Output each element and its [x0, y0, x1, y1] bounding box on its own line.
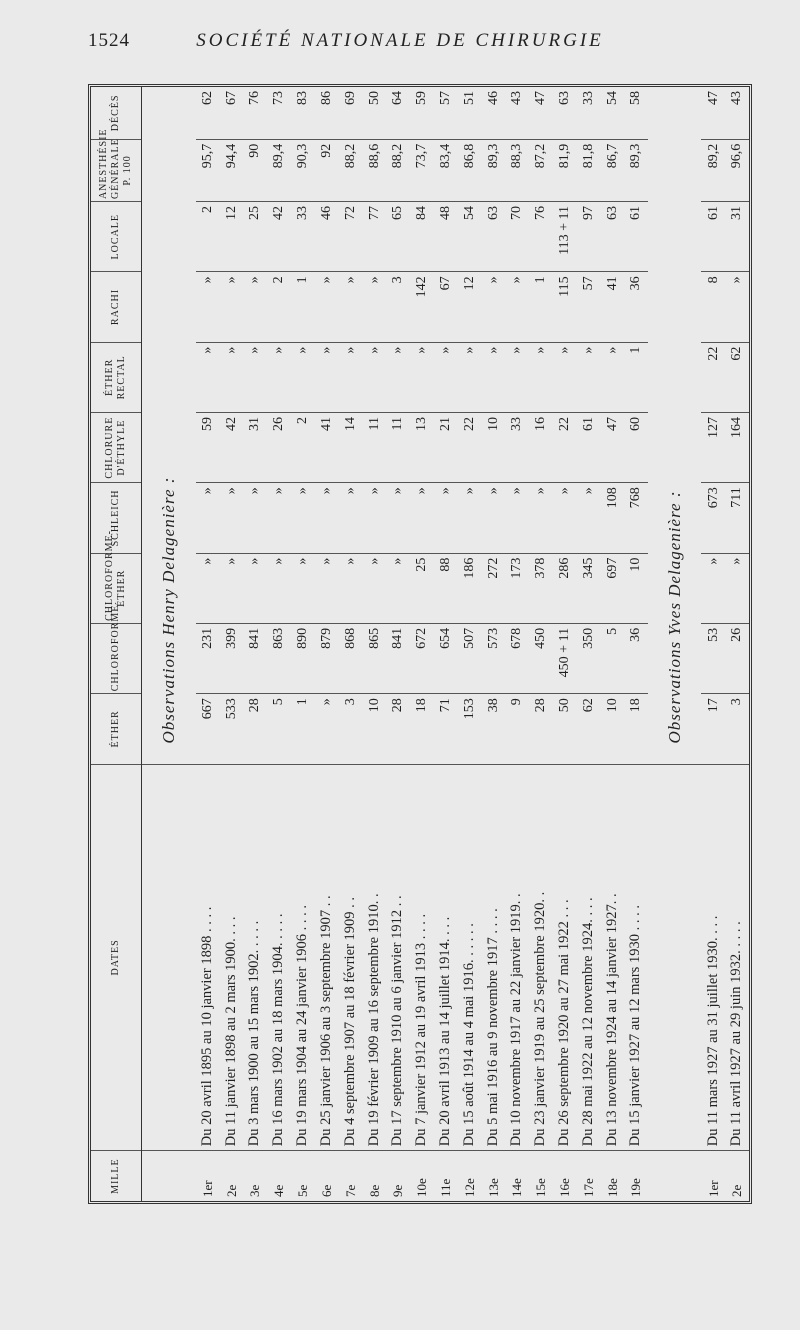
cell-schleich: » [196, 483, 220, 553]
cell-mille: 1er [705, 1180, 721, 1197]
cell-anesthesie-generale: 89,4 [267, 139, 291, 201]
cell-chloroforme-ether: » [196, 553, 220, 623]
cell-deces: 86 [315, 87, 339, 139]
cell-locale: 65 [386, 202, 410, 272]
cell-chlorure-ethyle: 42 [219, 412, 243, 482]
cell-locale: 76 [529, 202, 553, 272]
cell-deces: 47 [701, 87, 725, 139]
cell-rachi: » [196, 272, 220, 342]
cell-chloroforme-ether: » [701, 553, 725, 623]
cell-dates: Du 15 août 1914 au 4 mai 1916. . . . . . [457, 764, 481, 1151]
cell-schleich: 108 [600, 483, 624, 553]
cell-chlorure-ethyle: 11 [362, 412, 386, 482]
cell-anesthesie-generale: 81,8 [577, 139, 601, 201]
cell-chloroforme: 868 [338, 623, 362, 693]
cell-ether: 153 [457, 694, 481, 764]
cell-chloroforme-ether: » [725, 553, 749, 623]
table-row [362, 87, 386, 1201]
cell-ether-rectal: 62 [725, 342, 749, 412]
table-row [701, 87, 725, 1201]
cell-chloroforme: 5 [600, 623, 624, 693]
cell-dates: Du 11 avril 1927 au 29 juin 1932. . . . . [725, 764, 749, 1151]
cell-rachi: 142 [410, 272, 434, 342]
table-row [243, 87, 267, 1201]
cell-locale: 113 + 11 [553, 202, 577, 272]
cell-chloroforme: 573 [481, 623, 505, 693]
cell-ether: 50 [553, 694, 577, 764]
cell-anesthesie-generale: 90 [243, 139, 267, 201]
anesthesia-statistics-table [91, 87, 749, 1201]
cell-chloroforme: 26 [725, 623, 749, 693]
cell-schleich: » [457, 483, 481, 553]
cell-schleich: » [338, 483, 362, 553]
cell-mille: 4e [271, 1184, 287, 1197]
col-header-chloroforme-ether: CHLOROFORME-ÉTHER [91, 553, 142, 623]
cell-chlorure-ethyle: 164 [725, 412, 749, 482]
cell-chloroforme: 399 [219, 623, 243, 693]
cell-dates: Du 26 septembre 1920 au 27 mai 1922 . . . [553, 764, 577, 1151]
cell-chlorure-ethyle: 60 [624, 412, 648, 482]
cell-locale: 2 [196, 202, 220, 272]
col-header-mille: MILLE [91, 1151, 142, 1201]
cell-chlorure-ethyle: 33 [505, 412, 529, 482]
cell-chloroforme-ether: » [267, 553, 291, 623]
cell-chloroforme-ether: » [386, 553, 410, 623]
cell-anesthesie-generale: 90,3 [291, 139, 315, 201]
col-header-anesthesie-generale: ANESTHÉSIE GÉNÉRALE P. 100 [91, 139, 142, 201]
cell-locale: 97 [577, 202, 601, 272]
cell-chlorure-ethyle: 10 [481, 412, 505, 482]
cell-mille: 9e [390, 1184, 406, 1197]
cell-ether: 3 [338, 694, 362, 764]
cell-deces: 67 [219, 87, 243, 139]
cell-anesthesie-generale: 88,6 [362, 139, 386, 201]
cell-ether: 28 [243, 694, 267, 764]
cell-locale: 46 [315, 202, 339, 272]
cell-chloroforme: 450 [529, 623, 553, 693]
cell-rachi: » [481, 272, 505, 342]
cell-chlorure-ethyle: 13 [410, 412, 434, 482]
table-header-row [91, 87, 142, 1201]
table-row [624, 87, 648, 1201]
cell-schleich: » [410, 483, 434, 553]
cell-locale: 63 [481, 202, 505, 272]
cell-mille: 7e [342, 1184, 358, 1197]
cell-mille: 14e [509, 1178, 525, 1197]
cell-dates: Du 19 mars 1904 au 24 janvier 1906 . . . . [291, 764, 315, 1151]
cell-locale: 84 [410, 202, 434, 272]
cell-chloroforme: 654 [434, 623, 458, 693]
cell-ether: 10 [362, 694, 386, 764]
cell-ether: 71 [434, 694, 458, 764]
cell-deces: 63 [553, 87, 577, 139]
cell-ether-rectal: » [267, 342, 291, 412]
cell-anesthesie-generale: 88,3 [505, 139, 529, 201]
cell-chlorure-ethyle: 26 [267, 412, 291, 482]
cell-locale: 77 [362, 202, 386, 272]
cell-ether: 18 [624, 694, 648, 764]
cell-deces: 58 [624, 87, 648, 139]
cell-deces: 54 [600, 87, 624, 139]
cell-schleich: » [243, 483, 267, 553]
cell-chloroforme: 450 + 11 [553, 623, 577, 693]
running-title: SOCIÉTÉ NATIONALE DE CHIRURGIE [196, 30, 604, 51]
cell-chloroforme-ether: 10 [624, 553, 648, 623]
table-row [410, 87, 434, 1201]
cell-locale: 70 [505, 202, 529, 272]
cell-chloroforme-ether: 186 [457, 553, 481, 623]
cell-dates: Du 10 novembre 1917 au 22 janvier 1919. . [505, 764, 529, 1151]
cell-chlorure-ethyle: 31 [243, 412, 267, 482]
cell-rachi: » [243, 272, 267, 342]
cell-locale: 25 [243, 202, 267, 272]
cell-ether-rectal: » [577, 342, 601, 412]
cell-dates: Du 15 janvier 1927 au 12 mars 1930 . . . . [624, 764, 648, 1151]
table-row [315, 87, 339, 1201]
cell-deces: 83 [291, 87, 315, 139]
cell-locale: 61 [701, 202, 725, 272]
table-row [529, 87, 553, 1201]
table-row [457, 87, 481, 1201]
cell-ether-rectal: » [529, 342, 553, 412]
cell-chlorure-ethyle: 47 [600, 412, 624, 482]
cell-ether: 1 [291, 694, 315, 764]
cell-rachi: » [362, 272, 386, 342]
cell-anesthesie-generale: 94,4 [219, 139, 243, 201]
cell-anesthesie-generale: 95,7 [196, 139, 220, 201]
cell-chloroforme-ether: 378 [529, 553, 553, 623]
cell-rachi: 57 [577, 272, 601, 342]
cell-chloroforme-ether: » [338, 553, 362, 623]
cell-schleich: 768 [624, 483, 648, 553]
cell-rachi: 36 [624, 272, 648, 342]
cell-schleich: » [577, 483, 601, 553]
cell-locale: 54 [457, 202, 481, 272]
table-row [725, 87, 749, 1201]
cell-rachi: » [725, 272, 749, 342]
table-row [577, 87, 601, 1201]
cell-dates: Du 17 septembre 1910 au 6 janvier 1912 . . [386, 764, 410, 1151]
cell-deces: 59 [410, 87, 434, 139]
cell-anesthesie-generale: 88,2 [386, 139, 410, 201]
cell-rachi: 41 [600, 272, 624, 342]
section-header-yves [648, 87, 701, 1201]
cell-anesthesie-generale: 88,2 [338, 139, 362, 201]
cell-ether-rectal: » [315, 342, 339, 412]
rotated-table-container [91, 87, 749, 1201]
cell-ether: 28 [529, 694, 553, 764]
cell-deces: 69 [338, 87, 362, 139]
cell-schleich: 711 [725, 483, 749, 553]
cell-locale: 63 [600, 202, 624, 272]
cell-deces: 57 [434, 87, 458, 139]
cell-ether-rectal: » [243, 342, 267, 412]
cell-ether: 62 [577, 694, 601, 764]
table-row [219, 87, 243, 1201]
col-header-schleich: SCHLEICH [91, 483, 142, 553]
cell-dates: Du 7 janvier 1912 au 19 avril 1913 . . . . [410, 764, 434, 1151]
cell-mille: 2e [729, 1184, 745, 1197]
cell-schleich: » [529, 483, 553, 553]
cell-ether-rectal: 22 [701, 342, 725, 412]
cell-chlorure-ethyle: 11 [386, 412, 410, 482]
cell-dates: Du 19 février 1909 au 16 septembre 1910. . [362, 764, 386, 1151]
cell-ether-rectal: » [219, 342, 243, 412]
cell-chloroforme-ether: » [362, 553, 386, 623]
cell-mille: 15e [533, 1178, 549, 1197]
col-header-chloroforme: CHLOROFORME [91, 623, 142, 693]
cell-dates: Du 5 mai 1916 au 9 novembre 1917 . . . . [481, 764, 505, 1151]
cell-mille: 13e [485, 1178, 501, 1197]
table-row [434, 87, 458, 1201]
cell-chloroforme: 350 [577, 623, 601, 693]
cell-schleich: » [434, 483, 458, 553]
cell-chlorure-ethyle: 22 [553, 412, 577, 482]
cell-rachi: » [219, 272, 243, 342]
cell-chloroforme: 672 [410, 623, 434, 693]
cell-dates: Du 13 novembre 1924 au 14 janvier 1927. . [600, 764, 624, 1151]
cell-deces: 51 [457, 87, 481, 139]
cell-ether-rectal: » [410, 342, 434, 412]
cell-anesthesie-generale: 73,7 [410, 139, 434, 201]
table-row [267, 87, 291, 1201]
cell-schleich: » [291, 483, 315, 553]
cell-chloroforme: 865 [362, 623, 386, 693]
cell-ether: 10 [600, 694, 624, 764]
cell-mille: 11e [437, 1178, 453, 1197]
cell-chloroforme-ether: 173 [505, 553, 529, 623]
cell-rachi: » [505, 272, 529, 342]
col-header-chlorure-ethyle: CHLORURE D'ÉTHYLE [91, 412, 142, 482]
cell-locale: 31 [725, 202, 749, 272]
cell-dates: Du 3 mars 1900 au 15 mars 1902. . . . . [243, 764, 267, 1151]
cell-anesthesie-generale: 89,3 [481, 139, 505, 201]
cell-schleich: 673 [701, 483, 725, 553]
cell-chloroforme-ether: » [315, 553, 339, 623]
cell-anesthesie-generale: 81,9 [553, 139, 577, 201]
cell-ether-rectal: » [481, 342, 505, 412]
col-header-locale: LOCALE [91, 202, 142, 272]
cell-ether-rectal: » [600, 342, 624, 412]
cell-rachi: » [315, 272, 339, 342]
page-number: 1524 [88, 30, 130, 51]
section-header-henry [142, 87, 196, 1201]
cell-mille: 2e [223, 1184, 239, 1197]
cell-ether-rectal: » [196, 342, 220, 412]
table-row [481, 87, 505, 1201]
cell-chlorure-ethyle: 14 [338, 412, 362, 482]
cell-chlorure-ethyle: 59 [196, 412, 220, 482]
cell-deces: 43 [505, 87, 529, 139]
col-header-dates: DATES [91, 764, 142, 1151]
cell-chloroforme-ether: 286 [553, 553, 577, 623]
cell-ether-rectal: » [291, 342, 315, 412]
cell-anesthesie-generale: 89,3 [624, 139, 648, 201]
cell-ether: 667 [196, 694, 220, 764]
cell-chloroforme: 890 [291, 623, 315, 693]
cell-deces: 76 [243, 87, 267, 139]
cell-rachi: 67 [434, 272, 458, 342]
cell-schleich: » [386, 483, 410, 553]
cell-rachi: » [338, 272, 362, 342]
cell-mille: 1er [199, 1180, 215, 1197]
cell-chloroforme-ether: » [219, 553, 243, 623]
section-title-yves: Observations Yves Delagenière : [648, 87, 701, 764]
cell-deces: 64 [386, 87, 410, 139]
cell-locale: 42 [267, 202, 291, 272]
cell-ether: 18 [410, 694, 434, 764]
cell-rachi: 1 [529, 272, 553, 342]
cell-deces: 46 [481, 87, 505, 139]
cell-chlorure-ethyle: 2 [291, 412, 315, 482]
cell-rachi: 3 [386, 272, 410, 342]
cell-chloroforme: 231 [196, 623, 220, 693]
cell-dates: Du 20 avril 1913 au 14 juillet 1914. . . . [434, 764, 458, 1151]
section-title-henry: Observations Henry Delagenière : [142, 87, 196, 764]
cell-locale: 72 [338, 202, 362, 272]
cell-anesthesie-generale: 96,6 [725, 139, 749, 201]
cell-schleich: » [219, 483, 243, 553]
cell-chloroforme: 678 [505, 623, 529, 693]
cell-ether-rectal: » [457, 342, 481, 412]
cell-chlorure-ethyle: 41 [315, 412, 339, 482]
cell-ether-rectal: » [434, 342, 458, 412]
cell-dates: Du 11 janvier 1898 au 2 mars 1900. . . . [219, 764, 243, 1151]
table-row [600, 87, 624, 1201]
cell-dates: Du 25 janvier 1906 au 3 septembre 1907 . . [315, 764, 339, 1151]
cell-chloroforme: 53 [701, 623, 725, 693]
cell-dates: Du 23 janvier 1919 au 25 septembre 1920. . [529, 764, 553, 1151]
cell-anesthesie-generale: 92 [315, 139, 339, 201]
cell-rachi: 2 [267, 272, 291, 342]
cell-chloroforme-ether: » [243, 553, 267, 623]
cell-dates: Du 11 mars 1927 au 31 juillet 1930. . . . [701, 764, 725, 1151]
cell-chloroforme-ether: » [291, 553, 315, 623]
table-row [338, 87, 362, 1201]
cell-ether-rectal: » [386, 342, 410, 412]
cell-mille: 6e [318, 1184, 334, 1197]
cell-locale: 12 [219, 202, 243, 272]
cell-dates: Du 16 mars 1902 au 18 mars 1904. . . . . [267, 764, 291, 1151]
table-row [291, 87, 315, 1201]
cell-mille: 5e [295, 1184, 311, 1197]
cell-chloroforme: 507 [457, 623, 481, 693]
cell-ether-rectal: » [338, 342, 362, 412]
cell-chloroforme-ether: 697 [600, 553, 624, 623]
cell-deces: 62 [196, 87, 220, 139]
cell-rachi: 1 [291, 272, 315, 342]
cell-schleich: » [553, 483, 577, 553]
table-row [386, 87, 410, 1201]
cell-ether: 5 [267, 694, 291, 764]
cell-anesthesie-generale: 86,8 [457, 139, 481, 201]
cell-anesthesie-generale: 86,7 [600, 139, 624, 201]
cell-ether-rectal: » [362, 342, 386, 412]
cell-rachi: 115 [553, 272, 577, 342]
cell-chloroforme-ether: 345 [577, 553, 601, 623]
cell-chloroforme: 841 [243, 623, 267, 693]
cell-ether: 533 [219, 694, 243, 764]
col-header-deces: DÉCÈS [91, 87, 142, 139]
cell-dates: Du 20 avril 1895 au 10 janvier 1898 . . . . [196, 764, 220, 1151]
cell-ether: 28 [386, 694, 410, 764]
cell-mille: 10e [414, 1178, 430, 1197]
cell-ether: 38 [481, 694, 505, 764]
cell-ether: 3 [725, 694, 749, 764]
cell-chlorure-ethyle: 21 [434, 412, 458, 482]
cell-ether-rectal: » [553, 342, 577, 412]
cell-locale: 61 [624, 202, 648, 272]
cell-schleich: » [481, 483, 505, 553]
cell-chloroforme: 36 [624, 623, 648, 693]
cell-locale: 48 [434, 202, 458, 272]
cell-rachi: 8 [701, 272, 725, 342]
cell-dates: Du 28 mai 1922 au 12 novembre 1924. . . . [577, 764, 601, 1151]
cell-chloroforme: 863 [267, 623, 291, 693]
cell-deces: 33 [577, 87, 601, 139]
cell-chlorure-ethyle: 16 [529, 412, 553, 482]
cell-schleich: » [267, 483, 291, 553]
statistics-table-frame [88, 84, 752, 1204]
cell-anesthesie-generale: 83,4 [434, 139, 458, 201]
cell-chloroforme-ether: 88 [434, 553, 458, 623]
col-header-ether: ÉTHER [91, 694, 142, 764]
cell-mille: 19e [628, 1178, 644, 1197]
page-header [0, 30, 800, 60]
table-row [553, 87, 577, 1201]
cell-mille: 18e [604, 1178, 620, 1197]
col-header-rachi: RACHI [91, 272, 142, 342]
cell-anesthesie-generale: 87,2 [529, 139, 553, 201]
cell-deces: 73 [267, 87, 291, 139]
cell-deces: 47 [529, 87, 553, 139]
cell-dates: Du 4 septembre 1907 au 18 février 1909 . . [338, 764, 362, 1151]
cell-chloroforme: 841 [386, 623, 410, 693]
cell-chlorure-ethyle: 22 [457, 412, 481, 482]
cell-chloroforme: 879 [315, 623, 339, 693]
cell-mille: 16e [557, 1178, 573, 1197]
cell-ether: 17 [701, 694, 725, 764]
cell-rachi: 12 [457, 272, 481, 342]
cell-chloroforme-ether: 25 [410, 553, 434, 623]
cell-deces: 50 [362, 87, 386, 139]
cell-ether-rectal: 1 [624, 342, 648, 412]
cell-chlorure-ethyle: 127 [701, 412, 725, 482]
cell-locale: 33 [291, 202, 315, 272]
cell-schleich: » [505, 483, 529, 553]
cell-mille: 8e [366, 1184, 382, 1197]
col-header-ether-rectal: ÉTHER RECTAL [91, 342, 142, 412]
cell-ether: » [315, 694, 339, 764]
cell-schleich: » [315, 483, 339, 553]
table-row [196, 87, 220, 1201]
cell-ether-rectal: » [505, 342, 529, 412]
cell-chloroforme-ether: 272 [481, 553, 505, 623]
table-row [505, 87, 529, 1201]
cell-ether: 9 [505, 694, 529, 764]
cell-anesthesie-generale: 89,2 [701, 139, 725, 201]
cell-deces: 43 [725, 87, 749, 139]
cell-schleich: » [362, 483, 386, 553]
cell-chlorure-ethyle: 61 [577, 412, 601, 482]
cell-mille: 12e [461, 1178, 477, 1197]
cell-mille: 17e [580, 1178, 596, 1197]
cell-mille: 3e [247, 1184, 263, 1197]
